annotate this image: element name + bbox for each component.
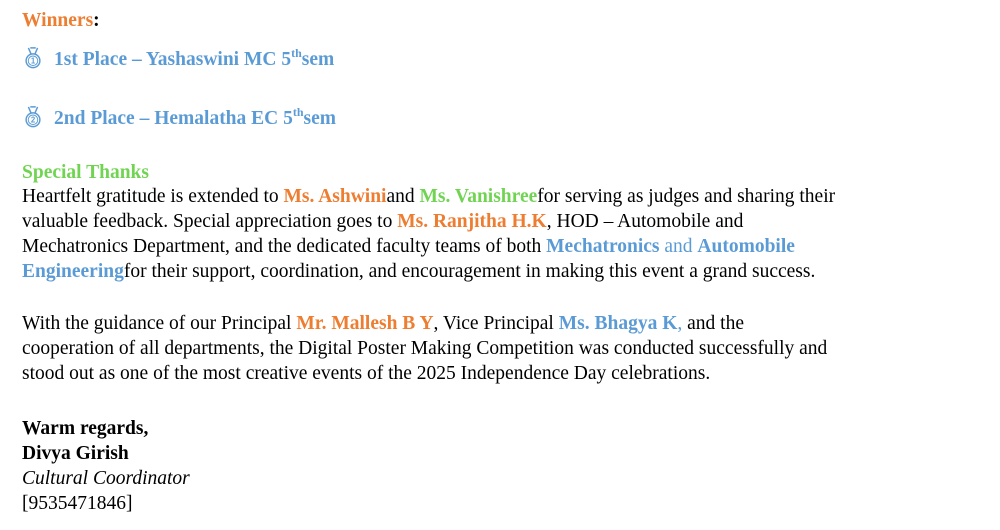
medal-icon xyxy=(22,47,44,69)
first-place-line xyxy=(22,47,334,72)
principal-name: Mr. Mallesh B Y xyxy=(296,313,434,334)
vice-principal-name: Ms. Bhagya K xyxy=(558,313,678,334)
special-thanks-heading: Special Thanks xyxy=(22,162,149,183)
second-place-suffix: sem xyxy=(303,108,337,129)
thanks-line-2 xyxy=(22,209,743,234)
medal-icon xyxy=(22,106,44,128)
guidance-line-1 xyxy=(22,311,744,336)
winners-colon: : xyxy=(93,10,100,31)
thanks-text: Mechatronics Department, and the dedicated faculty teams of both xyxy=(22,236,547,257)
judge-name-2: Ms. Vanishree xyxy=(419,186,538,207)
thanks-text: for serving as judges and sharing their xyxy=(537,186,836,207)
thanks-text: and xyxy=(659,236,698,257)
first-place-sup: th xyxy=(291,46,302,60)
dept-engineering: Engineering xyxy=(22,261,124,282)
guidance-text: , Vice Principal xyxy=(433,313,559,334)
first-place-text: 1st Place – Yashaswini MC 5 xyxy=(54,49,292,70)
second-place-text: 2nd Place – Hemalatha EC 5 xyxy=(54,108,293,129)
signatory-phone: [9535471846] xyxy=(22,493,133,514)
thanks-text: and xyxy=(386,186,420,207)
first-place-suffix: sem xyxy=(301,49,335,70)
second-place-sup: th xyxy=(292,105,304,119)
thanks-line-3 xyxy=(22,234,795,259)
thanks-line-4 xyxy=(22,259,815,284)
thanks-text: Heartfelt gratitude is extended to xyxy=(22,186,284,207)
thanks-text: for their support, coordination, and encouragement in making this event a grand success. xyxy=(123,261,816,282)
thanks-line-1 xyxy=(22,184,835,209)
winners-heading: Winners xyxy=(22,10,94,31)
guidance-line-3: stood out as one of the most creative events of the 2025 Independence Day celebrations. xyxy=(22,363,711,384)
svg-text:2: 2 xyxy=(30,115,36,125)
guidance-text: , xyxy=(677,313,683,334)
thanks-text: , HOD – Automobile and xyxy=(546,211,744,232)
dept-automobile: Automobile xyxy=(697,236,795,257)
guidance-text: With the guidance of our Principal xyxy=(22,313,297,334)
svg-text:1: 1 xyxy=(30,56,36,66)
winners-heading-line xyxy=(22,8,100,33)
warm-regards: Warm regards, xyxy=(22,418,149,439)
thanks-text: valuable feedback. Special appreciation goes to xyxy=(22,211,398,232)
dept-mechatronics: Mechatronics xyxy=(546,236,660,257)
guidance-text: and the xyxy=(682,313,744,334)
signatory-name: Divya Girish xyxy=(22,443,129,464)
signatory-title: Cultural Coordinator xyxy=(22,468,190,489)
guidance-line-2: cooperation of all departments, the Digital Poster Making Competition was conducted successfully and xyxy=(22,338,828,359)
second-place-line xyxy=(22,106,336,131)
hod-name: Ms. Ranjitha H.K xyxy=(397,211,547,232)
judge-name-1: Ms. Ashwini xyxy=(283,186,387,207)
